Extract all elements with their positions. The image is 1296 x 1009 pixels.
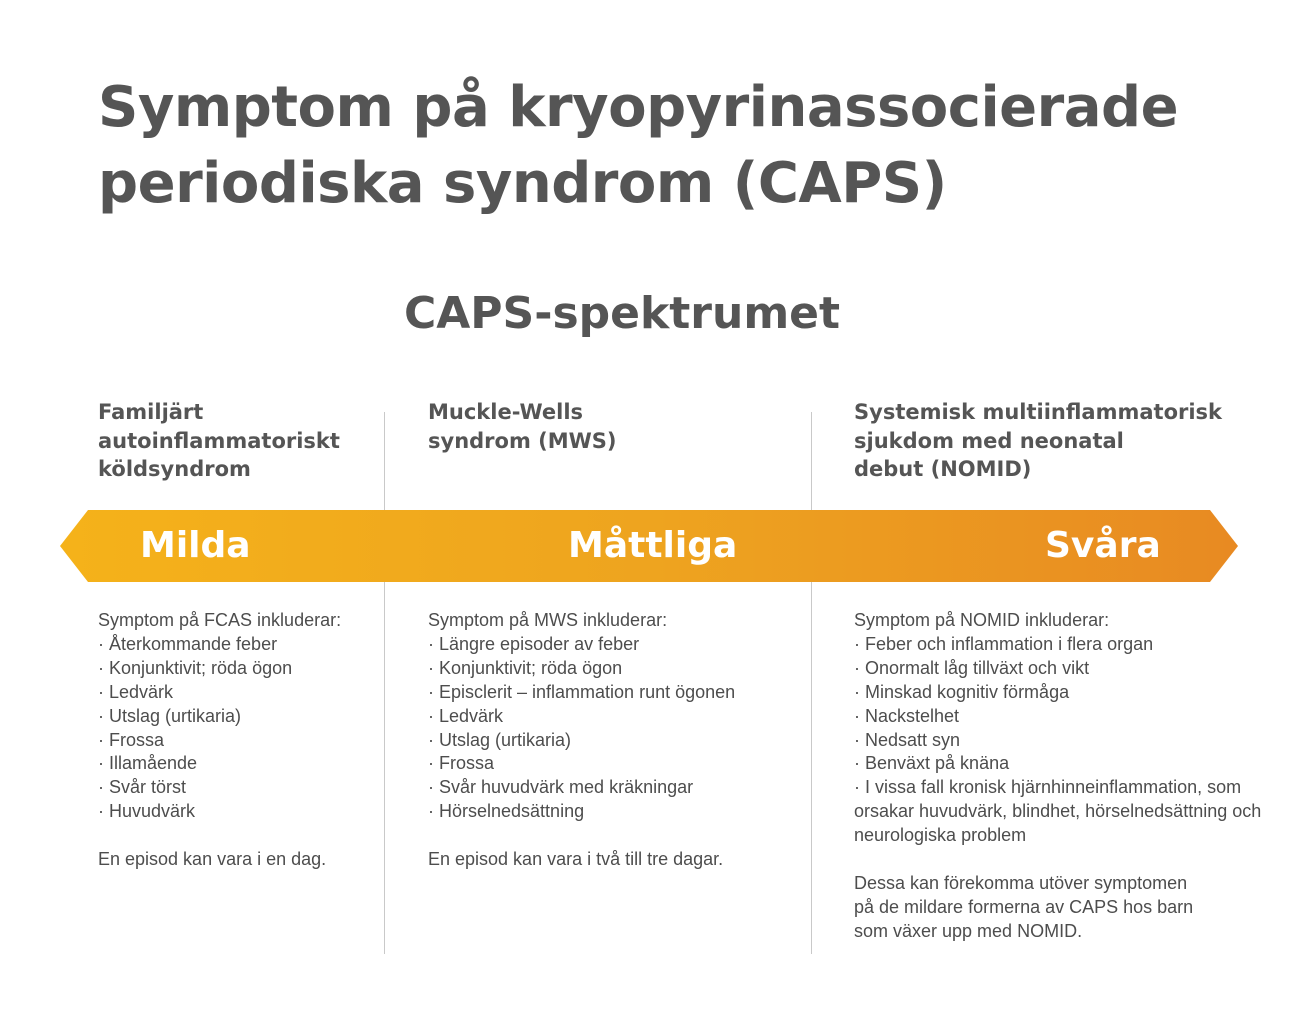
list-item: · Konjunktivit; röda ögon — [98, 657, 293, 678]
severity-severe-label: Svåra — [1045, 525, 1161, 566]
symptoms-intro: Symptom på FCAS inkluderar: — [98, 610, 342, 630]
symptom-list — [854, 633, 1261, 848]
episode-note: En episod kan vara i två till tre dagar. — [428, 849, 724, 870]
list-item: · Utslag (urtikaria) — [98, 705, 242, 726]
list-item: · Återkommande feber — [98, 633, 278, 654]
page-title-line-2: periodiska syndrom (CAPS) — [98, 151, 947, 216]
list-item: · Frossa — [428, 753, 495, 774]
heading-mws-line: Muckle-Wells — [428, 400, 584, 424]
list-item: · Episclerit – inflammation runt ögonen — [428, 681, 736, 702]
column-divider-2 — [811, 412, 812, 954]
symptom-list — [98, 633, 341, 824]
heading-nomid-line: debut (NOMID) — [854, 457, 1032, 481]
list-item: · Utslag (urtikaria) — [428, 729, 572, 750]
severity-moderate-label: Måttliga — [568, 525, 738, 566]
list-item: · Ledvärk — [428, 705, 504, 726]
heading-fcas-line: autoinflammatoriskt — [98, 428, 340, 453]
nomid-note-line: på de mildare formerna av CAPS hos barn — [854, 896, 1194, 917]
page-title-line-1: Symptom på kryopyrinassocierade — [98, 75, 1179, 140]
list-item: · Illamående — [98, 753, 198, 774]
heading-nomid-line: Systemisk multiinflammatorisk — [854, 400, 1223, 424]
heading-nomid — [854, 398, 1222, 484]
heading-fcas-line: köldsyndrom — [98, 457, 251, 481]
list-item: · Onormalt låg tillväxt och vikt — [854, 657, 1090, 678]
list-item: · Frossa — [98, 729, 165, 750]
heading-fcas — [98, 398, 340, 484]
list-item: · Nedsatt syn — [854, 729, 961, 750]
list-item: · Huvudvärk — [98, 801, 196, 822]
heading-mws — [428, 398, 617, 455]
list-item: · Längre episoder av feber — [428, 633, 640, 654]
list-item: · Nackstelhet — [854, 705, 960, 726]
list-item: · Svår huvudvärk med kräkningar — [428, 777, 694, 798]
symptoms-nomid — [854, 609, 1261, 944]
list-item: orsakar huvudvärk, blindhet, hörselnedsättning och — [854, 801, 1262, 822]
nomid-note — [854, 872, 1261, 944]
heading-nomid-line: sjukdom med neonatal — [854, 428, 1124, 453]
heading-mws-line: syndrom (MWS) — [428, 428, 617, 453]
page-title — [98, 70, 1218, 222]
list-item: · I vissa fall kronisk hjärnhinneinflammation, som — [854, 777, 1242, 798]
symptoms-mws — [428, 609, 735, 872]
list-item: · Svår törst — [98, 777, 187, 798]
list-item: · Feber och inflammation i flera organ — [854, 633, 1154, 654]
symptoms-intro: Symptom på MWS inkluderar: — [428, 610, 668, 630]
symptoms-intro: Symptom på NOMID inkluderar: — [854, 610, 1110, 630]
episode-note: En episod kan vara i en dag. — [98, 849, 327, 870]
list-item: · Konjunktivit; röda ögon — [428, 657, 623, 678]
symptom-list — [428, 633, 735, 824]
list-item: · Ledvärk — [98, 681, 174, 702]
column-divider-1 — [384, 412, 385, 954]
symptoms-fcas — [98, 609, 341, 872]
severity-mild-label: Milda — [140, 525, 251, 566]
heading-fcas-line: Familjärt — [98, 400, 204, 424]
nomid-note-line: Dessa kan förekomma utöver symptomen — [854, 872, 1188, 893]
nomid-note-line: som växer upp med NOMID. — [854, 920, 1083, 941]
spectrum-title: CAPS-spektrumet — [403, 288, 841, 339]
list-item: · Hörselnedsättning — [428, 801, 585, 822]
list-item: · Benväxt på knäna — [854, 753, 1010, 774]
list-item: neurologiska problem — [854, 825, 1027, 846]
list-item: · Minskad kognitiv förmåga — [854, 681, 1070, 702]
